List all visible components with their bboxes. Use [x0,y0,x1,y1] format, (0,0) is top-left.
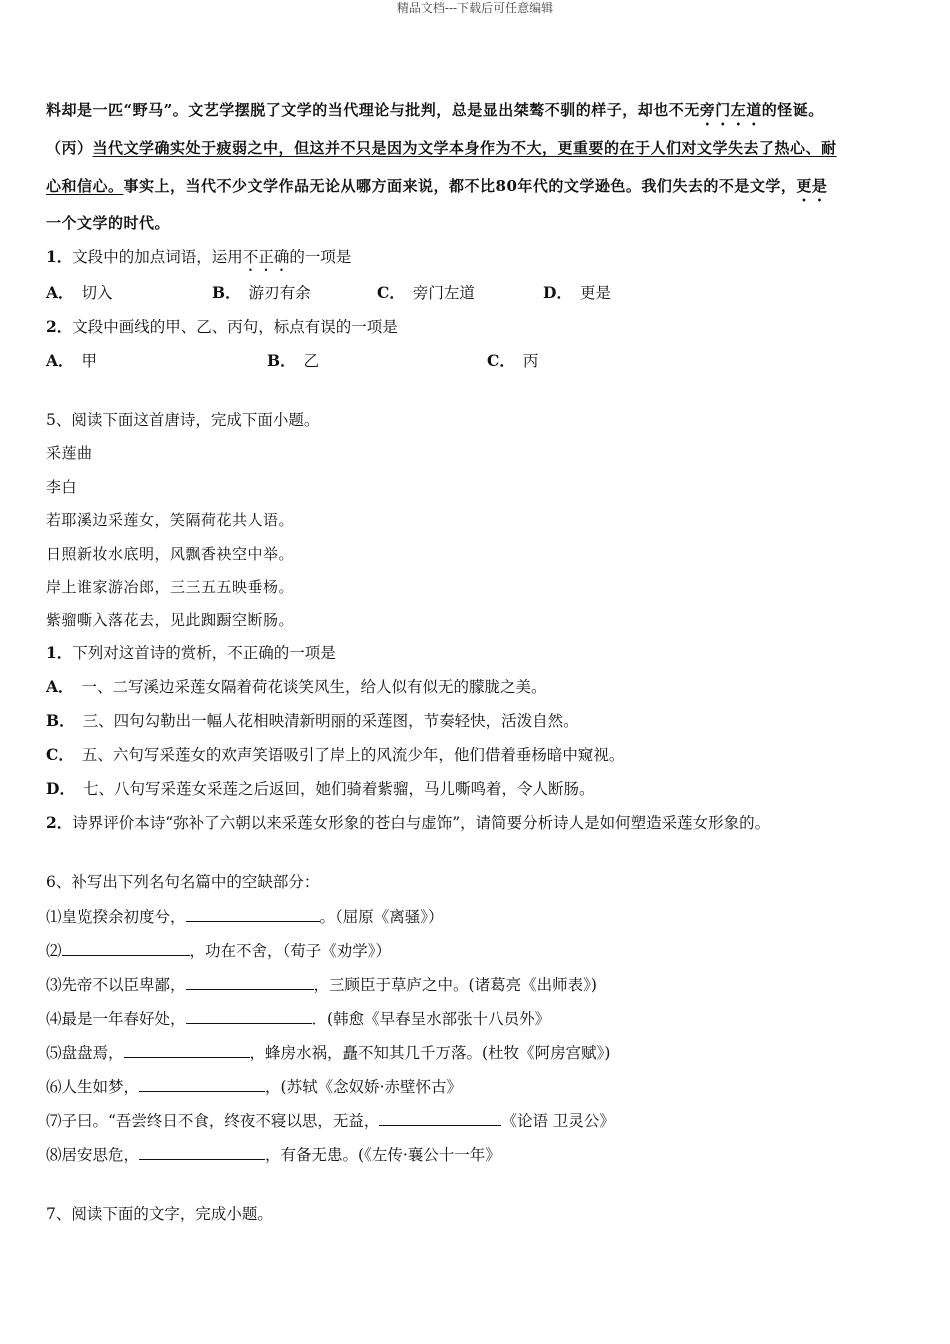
option-key: C． [487,351,515,370]
fill-text: ，蜂房水祸，矗不知其几千万落。(杜牧《阿房宫赋》) [249,1044,611,1062]
answer-blank[interactable] [186,905,320,922]
section-6-title: 6、补写出下列名句名篇中的空缺部分： [46,873,320,891]
question-text: 文段中的加点词语，运用 [72,248,243,266]
option-text: 游刃有余 [248,284,311,302]
option-text: 五、六句写采莲女的欢声笑语吸引了岸上的风流少年，他们借着垂杨暗中窥视。 [81,746,625,764]
option-text: 一、二写溪边采莲女隔着荷花谈笑风生，给人似有似无的朦胧之美。 [81,678,547,696]
option-c[interactable] [487,350,538,372]
question-2 [46,316,398,338]
passage-text: 料却是一匹“野马”。文艺学摆脱了文学的当代理论与批判，总是显出桀骜不驯的样子，却也不无 [46,101,700,119]
fill-text: ⑹人生如梦， [46,1078,140,1096]
option-a[interactable] [46,676,547,698]
option-a[interactable] [46,282,113,304]
sentence-label: （丙） [46,139,93,157]
fill-item [46,905,444,928]
fill-text: ，(苏轼《念奴娇·赤壁怀古》 [265,1078,462,1096]
underlined-sentence: 当代文学确实处于疲弱之中，但这并不只是因为文学本身作为不大，更重要的在于人们对文学失去了热心、耐 [92,139,837,157]
fill-text: ⑺子曰。“吾尝终日不食，终夜不寝以思，无益， [46,1112,380,1130]
fill-text: 。（屈原《离骚》） [319,908,444,926]
fill-item [46,1109,615,1132]
answer-blank[interactable] [186,973,314,990]
option-key: A． [46,677,74,696]
option-c[interactable] [377,282,475,304]
poem-line: 日照新妆水底明，风飘香袂空中举。 [46,545,295,563]
option-key: C． [46,745,74,764]
option-text: 切入 [81,284,113,302]
option-key: B． [267,351,296,370]
question-number: 2． [46,813,73,832]
fill-item [46,1075,462,1098]
option-text: 七、八句写采莲女采莲之后返回，她们骑着紫骝，马儿嘶鸣着，令人断肠。 [82,780,595,798]
fill-text: ，有备无患。(《左传·襄公十一年》 [265,1146,501,1164]
option-d[interactable] [543,282,611,304]
fill-text: ，功在不舍，（荀子《劝学》） [189,942,392,960]
answer-blank[interactable] [379,1109,501,1126]
option-key: C． [377,283,405,302]
option-a[interactable] [46,350,97,372]
fill-text: ⑴皇览揆余初度兮， [46,908,186,926]
passage-text: 的怪诞。 [761,101,824,119]
fill-text: ⑶先帝不以臣卑鄙， [46,976,186,994]
fill-text: ，三顾臣于草庐之中。(诸葛亮《出师表》) [313,976,597,994]
fill-text: ⑷最是一年春好处， [46,1010,186,1028]
option-text: 旁门左道 [412,284,475,302]
option-key: A． [46,283,74,302]
question-text: 下列对这首诗的赏析，不正确的一项是 [72,644,336,662]
passage-line-3 [46,175,827,205]
section-7-title: 7、阅读下面的文字，完成小题。 [46,1205,273,1223]
poem-line: 岸上谁家游冶郎，三三五五映垂杨。 [46,578,295,596]
passage-line-2 [46,137,837,159]
question-number: 2． [46,317,73,336]
poem-title: 采莲曲 [46,444,93,462]
fill-text: 《论语 卫灵公》 [501,1112,615,1130]
answer-blank[interactable] [124,1041,250,1058]
option-key: A． [46,351,74,370]
answer-blank[interactable] [139,1075,265,1092]
option-b[interactable] [267,350,319,372]
option-key: B． [212,283,241,302]
option-key: D． [46,779,75,798]
option-text: 甲 [81,352,98,370]
fill-item [46,973,597,996]
passage-line-1 [46,99,824,129]
option-key: D． [543,283,572,302]
question-1 [46,246,351,275]
fill-item [46,1143,501,1166]
fill-text: ⑸盘盘焉， [46,1044,124,1062]
option-b[interactable] [46,710,579,732]
fill-text: ⑻居安思危， [46,1146,140,1164]
fill-item [46,939,391,962]
option-text: 更是 [579,284,611,302]
option-text: 乙 [303,352,320,370]
question-text: 的一项是 [289,248,352,266]
section-5-title: 5、阅读下面这首唐诗，完成下面小题。 [46,411,320,429]
option-text: 三、四句勾勒出一幅人花相映清新明丽的采莲图，节奏轻快，活泼自然。 [82,712,579,730]
option-d[interactable] [46,778,594,800]
dotted-word: 更是 [796,177,828,195]
fill-item [46,1041,610,1064]
fill-item [46,1007,550,1030]
poem-line: 若耶溪边采莲女，笑隔荷花共人语。 [46,511,295,529]
question-number: 1． [46,247,73,266]
question-number: 1． [46,643,73,662]
answer-blank[interactable] [62,939,190,956]
answer-blank[interactable] [186,1007,312,1024]
option-text: 丙 [522,352,539,370]
passage-text: 事实上，当代不少文学作品无论从哪方面来说，都不比80年代的文学逊色。我们失去的不是文学， [123,177,797,195]
option-c[interactable] [46,744,624,766]
poem-author: 李白 [46,478,78,496]
option-b[interactable] [212,282,311,304]
section-5-question-1 [46,642,336,664]
dotted-word: 不正确 [242,248,290,266]
answer-blank[interactable] [139,1143,265,1160]
underlined-sentence: 心和信心。 [46,177,124,195]
option-key: B． [46,711,75,730]
question-text: 诗界评价本诗“弥补了六朝以来采莲女形象的苍白与虚饰”，请简要分析诗人是如何塑造采莲女形象的。 [72,814,771,832]
passage-line-4: 一个文学的时代。 [46,214,171,232]
poem-line: 紫骝嘶入落花去，见此踟蹰空断肠。 [46,611,295,629]
section-5-question-2 [46,812,770,834]
fill-text: ⑵ [46,942,62,960]
page-header: 精品文档---下载后可任意编辑 [396,1,554,15]
question-text: 文段中画线的甲、乙、丙句，标点有误的一项是 [72,318,398,336]
dotted-word: 旁门左道 [699,101,762,119]
fill-text: ．(韩愈《早春呈水部张十八员外》 [311,1010,551,1028]
